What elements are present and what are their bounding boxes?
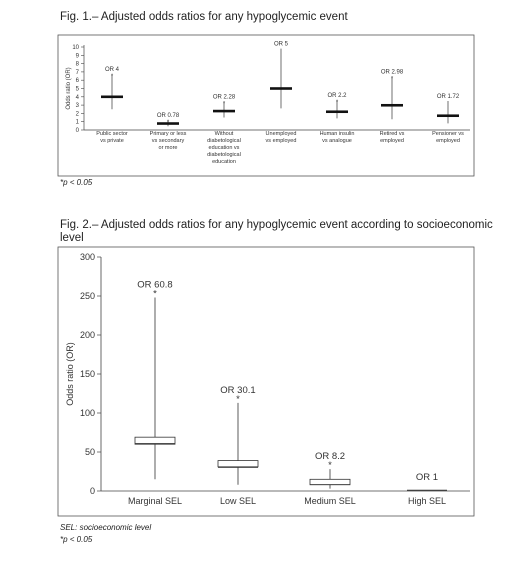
- fig2-y-tick-label: 100: [79, 408, 95, 418]
- fig1-or-label: OR 5: [273, 41, 289, 48]
- fig2-y-tick-label: 200: [79, 330, 95, 340]
- fig1-or-label: OR 4: [104, 67, 120, 74]
- fig2-abbreviation-note: SEL: socioeconomic level: [60, 523, 152, 532]
- fig1-or-label: OR 2.2: [327, 92, 347, 99]
- fig1-or-mark: [437, 114, 459, 117]
- fig2-category-label: High SEL: [407, 496, 447, 506]
- fig1-category-label: Unemployed: [265, 131, 297, 137]
- fig1-frame: [58, 35, 474, 176]
- fig1-category-label: Public sector: [96, 131, 128, 137]
- fig2-or-label: OR 8.2: [314, 451, 346, 463]
- fig2-category-label: Low SEL: [219, 496, 257, 506]
- fig1-category-label: Human insulin: [319, 131, 355, 137]
- fig1-or-label: OR 2.98: [380, 69, 404, 76]
- fig2-y-tick-label: 50: [84, 447, 95, 457]
- fig2-chart: [58, 247, 474, 516]
- fig1-category-label: education: [212, 159, 236, 165]
- fig1-category-label: vs secondary: [151, 138, 185, 144]
- fig2-or-label: OR 30.1: [220, 384, 256, 396]
- fig1-y-tick-label: 8: [75, 61, 79, 68]
- fig2-box: [310, 479, 350, 484]
- fig2-y-tick-label: 300: [79, 252, 95, 262]
- fig1-significance-note: *p < 0.05: [60, 178, 93, 187]
- fig1-category-label: Without: [214, 131, 234, 137]
- fig1-y-tick-label: 1: [75, 119, 79, 126]
- fig2-or-label: OR 60.8: [137, 279, 173, 291]
- fig1-category-label: diabetological: [207, 138, 241, 144]
- fig2-significance-star: *: [153, 288, 157, 300]
- fig1-category-label: employed: [380, 138, 404, 144]
- fig1-y-axis-label: Odds ratio (OR): [66, 67, 72, 110]
- fig1-chart: [58, 35, 474, 176]
- fig1-y-tick-label: 5: [75, 86, 79, 93]
- fig2-significance-star: *: [328, 460, 332, 472]
- fig1-y-tick-label: 2: [75, 111, 79, 118]
- fig1-significance-star: *: [166, 119, 170, 126]
- fig1-category-label: vs employed: [265, 138, 297, 144]
- fig1-or-mark: [381, 104, 403, 107]
- fig2-box: [135, 437, 175, 444]
- fig1-category-label: Retired vs: [379, 131, 405, 137]
- fig2-significance-star: *: [236, 393, 240, 405]
- fig1-significance-star: *: [222, 101, 226, 108]
- fig1-or-mark: [213, 110, 235, 113]
- fig1-category-label: Pensioner vs: [432, 131, 464, 137]
- fig2-category-label: Marginal SEL: [127, 496, 183, 506]
- fig2-y-tick-label: 150: [79, 369, 95, 379]
- fig1-category-label: employed: [436, 138, 460, 144]
- fig1-y-tick-label: 10: [72, 45, 79, 51]
- fig2-category-label: Medium SEL: [304, 496, 356, 506]
- fig2-y-tick-label: 0: [89, 486, 95, 496]
- fig1-category-label: diabetological: [207, 152, 241, 158]
- fig2-y-axis-label: Odds ratio (OR): [65, 342, 75, 406]
- fig1-category-label: vs private: [100, 138, 124, 144]
- fig1-y-tick-label: 9: [75, 53, 79, 60]
- fig1-or-mark: [101, 96, 123, 99]
- fig2-box: [218, 461, 258, 467]
- fig1-y-tick-label: 7: [75, 69, 79, 76]
- fig1-category-label: education vs: [208, 145, 240, 151]
- fig1-significance-star: *: [390, 76, 394, 83]
- fig2-frame: [58, 247, 474, 516]
- fig1-significance-star: *: [335, 99, 339, 106]
- fig1-y-tick-label: 6: [75, 78, 79, 85]
- fig1-y-tick-label: 0: [75, 128, 79, 134]
- fig1-or-label: OR 1.72: [436, 93, 460, 100]
- fig2-title: Fig. 2.– Adjusted odds ratios for any hypoglycemic event according to socioeconomic level: [60, 219, 493, 244]
- fig1-y-tick-label: 3: [75, 103, 79, 110]
- fig1-or-label: OR 0.78: [156, 112, 180, 119]
- fig1-or-mark: [270, 87, 292, 90]
- fig1-or-mark: [326, 110, 348, 113]
- fig1-category-label: vs analogue: [322, 138, 352, 144]
- fig1-or-label: OR 2.28: [212, 94, 236, 101]
- fig1-significance-star: *: [110, 74, 114, 81]
- fig1-title: Fig. 1.– Adjusted odds ratios for any hypoglycemic event: [60, 11, 348, 23]
- fig1-category-label: or more: [158, 145, 178, 151]
- fig2-or-label: OR 1: [415, 472, 439, 484]
- fig1-y-tick-label: 4: [75, 94, 79, 101]
- fig1-category-label: Primary or less: [149, 131, 187, 137]
- fig2-y-tick-label: 250: [79, 291, 95, 301]
- fig2-significance-note: *p < 0.05: [60, 535, 93, 544]
